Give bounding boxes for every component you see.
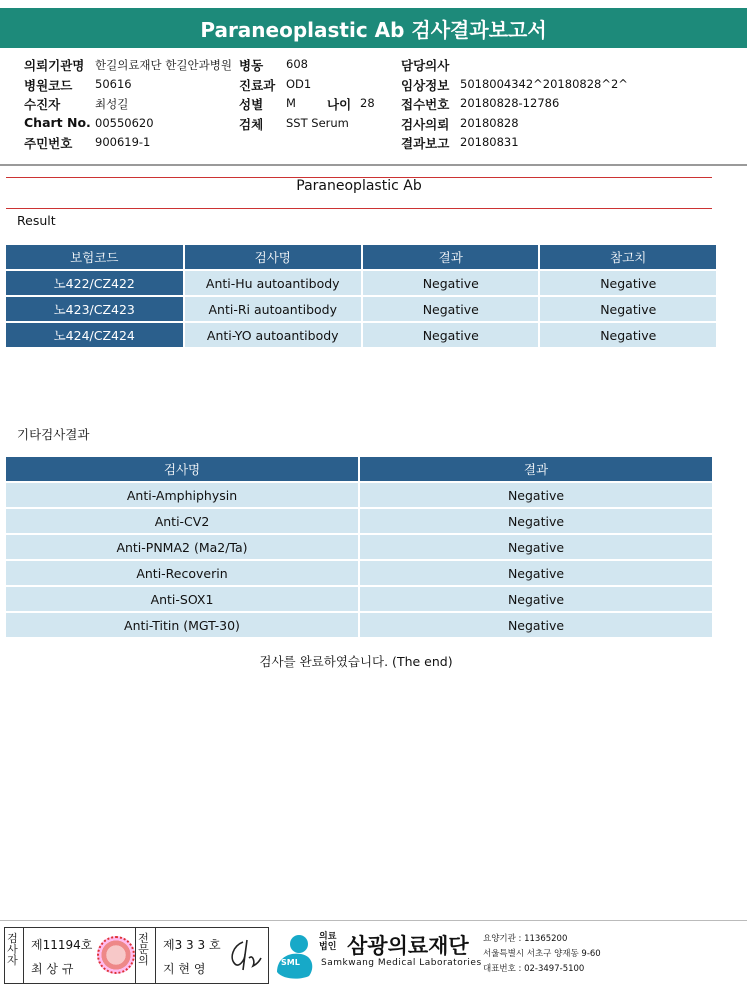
insurance-code: 노424/CZ424	[6, 323, 183, 347]
test-result: Negative	[363, 297, 538, 321]
age-label: 나이	[327, 97, 352, 112]
sml-logo-icon	[275, 932, 317, 980]
test-name: Anti-Ri autoantibody	[185, 297, 362, 321]
dept-label: 진료과	[239, 78, 276, 93]
request-value: 20180828	[460, 116, 519, 130]
result-label: Result	[17, 213, 56, 228]
chart-value: 00550620	[95, 116, 154, 130]
test-name: Anti-YO autoantibody	[185, 323, 362, 347]
tester-number: 제11194호	[31, 938, 93, 952]
chart-label: Chart No.	[24, 115, 91, 130]
table-row	[6, 561, 712, 585]
header-reference: 참고치	[540, 245, 716, 269]
test-name: Anti-CV2	[6, 509, 358, 533]
doctor-label: 담당의사	[401, 58, 450, 73]
signature-divider	[155, 928, 156, 983]
ward-label: 병동	[239, 58, 264, 73]
age-value: 28	[360, 96, 375, 110]
tester-label	[7, 933, 21, 966]
signature-divider	[135, 928, 136, 983]
hospital-code-label: 병원코드	[24, 78, 73, 93]
table-row	[6, 535, 712, 559]
header-result: 결과	[363, 245, 538, 269]
test-name: Anti-PNMA2 (Ma2/Ta)	[6, 535, 358, 559]
test-name: Anti-SOX1	[6, 587, 358, 611]
section-rule-bottom	[6, 208, 712, 209]
patient-value: 최성길	[95, 97, 129, 111]
lab-phone: 대표번호 : 02-3497-5100	[483, 964, 585, 974]
result-table	[4, 243, 718, 349]
lab-address: 서울특별시 서초구 양재동 9-60	[483, 949, 601, 959]
table-row	[6, 613, 712, 637]
receipt-label: 접수번호	[401, 97, 450, 112]
table-row	[6, 587, 712, 611]
tester-label-text: 검사자	[7, 932, 18, 967]
institution-code: 요양기관 : 11365200	[483, 934, 568, 944]
id-value: 900619-1	[95, 135, 151, 149]
handwritten-signature-icon	[225, 936, 263, 974]
end-note: 검사를 완료하였습니다. (The end)	[259, 654, 453, 669]
dept-value: OD1	[286, 77, 312, 91]
ward-value: 608	[286, 57, 308, 71]
signature-box	[4, 927, 269, 984]
info-divider	[0, 164, 747, 166]
test-name: Anti-Titin (MGT-30)	[6, 613, 358, 637]
hospital-code-value: 50616	[95, 77, 132, 91]
clinical-value: 5018004342^20180828^2^	[460, 77, 628, 91]
institution-value: 한길의료재단 한길안과병원	[95, 58, 232, 72]
other-results-table	[4, 455, 714, 639]
table-row	[6, 483, 712, 507]
report-date-value: 20180831	[460, 135, 519, 149]
section-title: Paraneoplastic Ab	[296, 178, 422, 194]
table-row	[6, 323, 716, 347]
brand-name: 삼광의료재단	[347, 934, 469, 958]
footer-divider	[0, 920, 747, 921]
sex-value: M	[286, 96, 296, 110]
header-insurance-code: 보험코드	[6, 245, 183, 269]
specialist-label-text: 전문의	[138, 932, 149, 967]
receipt-value: 20180828-12786	[460, 96, 560, 110]
specialist-number: 제3 3 3 호	[163, 938, 221, 952]
reference-value: Negative	[540, 323, 716, 347]
logo-text: SML	[281, 958, 300, 967]
patient-info-block	[0, 52, 747, 164]
test-name: Anti-Recoverin	[6, 561, 358, 585]
test-result: Negative	[363, 323, 538, 347]
other-results-label: 기타검사결과	[17, 427, 90, 442]
test-result: Negative	[360, 535, 712, 559]
report-date-label: 결과보고	[401, 136, 450, 151]
tester-name: 최 상 규	[31, 962, 74, 976]
report-title: Paraneoplastic Ab 검사결과보고서	[0, 8, 747, 48]
other-table-header	[6, 457, 712, 481]
brand-type: 의료 법인	[319, 932, 337, 952]
insurance-code: 노423/CZ423	[6, 297, 183, 321]
specialist-label	[138, 933, 152, 966]
clinical-label: 임상정보	[401, 78, 450, 93]
header-test-name: 검사명	[6, 457, 358, 481]
brand-name-en: Samkwang Medical Laboratories	[321, 958, 482, 968]
test-result: Negative	[360, 483, 712, 507]
tester-seal-icon	[97, 936, 135, 974]
request-label: 검사의뢰	[401, 117, 450, 132]
test-name: Anti-Hu autoantibody	[185, 271, 362, 295]
reference-value: Negative	[540, 297, 716, 321]
test-result: Negative	[360, 587, 712, 611]
table-row	[6, 271, 716, 295]
header-test-name: 검사명	[185, 245, 362, 269]
specialist-name: 지 현 영	[163, 962, 206, 976]
specimen-value: SST Serum	[286, 116, 349, 130]
reference-value: Negative	[540, 271, 716, 295]
specimen-label: 검체	[239, 117, 264, 132]
result-table-header	[6, 245, 716, 269]
test-result: Negative	[360, 561, 712, 585]
test-name: Anti-Amphiphysin	[6, 483, 358, 507]
header-result: 결과	[360, 457, 712, 481]
test-result: Negative	[360, 613, 712, 637]
table-row	[6, 297, 716, 321]
test-result: Negative	[363, 271, 538, 295]
test-result: Negative	[360, 509, 712, 533]
id-label: 주민번호	[24, 136, 73, 151]
insurance-code: 노422/CZ422	[6, 271, 183, 295]
lab-logo	[275, 930, 745, 985]
table-row	[6, 509, 712, 533]
patient-label: 수진자	[24, 97, 61, 112]
signature-divider	[23, 928, 24, 983]
institution-label: 의뢰기관명	[24, 58, 85, 73]
sex-label: 성별	[239, 97, 264, 112]
